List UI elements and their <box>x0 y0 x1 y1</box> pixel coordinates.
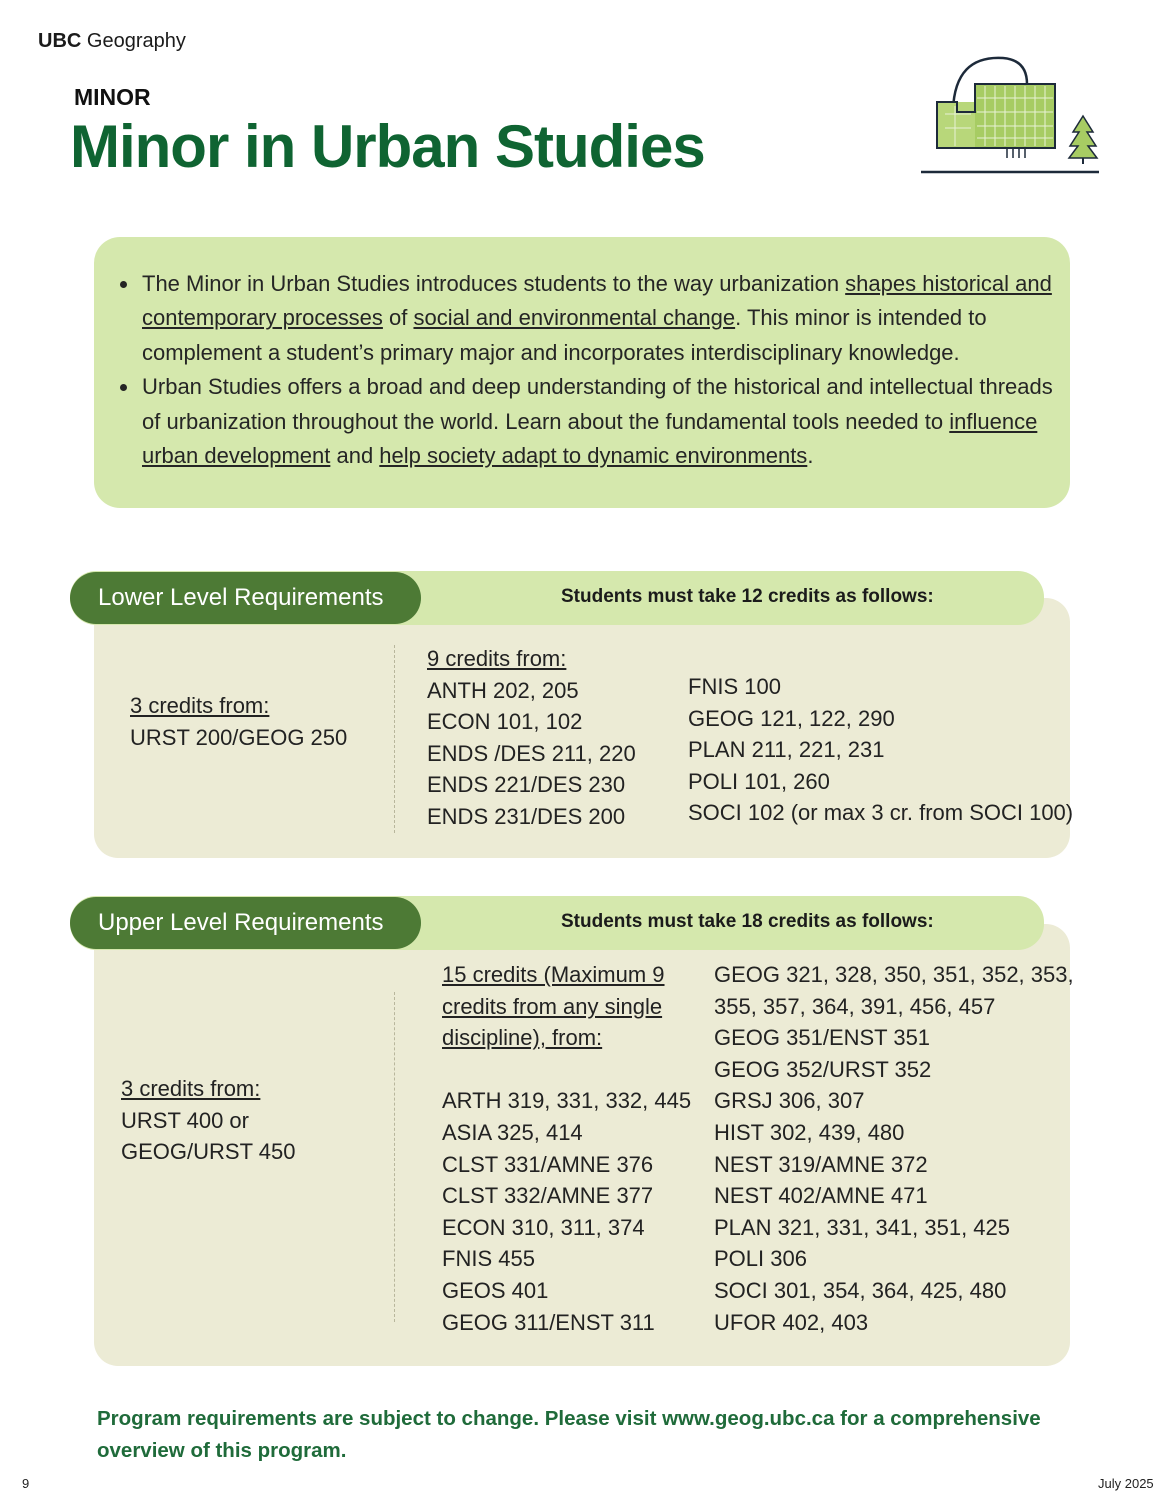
lower-requirements-label: Lower Level Requirements <box>70 572 421 624</box>
course-line: GEOG 351/ENST 351 <box>714 1025 931 1051</box>
upper-divider <box>394 992 395 1322</box>
spacer <box>442 1054 691 1086</box>
intro-bullet-list <box>118 267 1058 473</box>
course-line: FNIS 100 <box>688 674 781 699</box>
intro-box <box>94 237 1070 508</box>
course-line: GEOG 352/URST 352 <box>714 1056 932 1082</box>
page-date: July 2025 <box>1098 1476 1154 1491</box>
intro-bullet-2: Urban Studies offers a broad and deep understanding of the historical and intellectual threads of urbanization throughout the world. Learn about the fundamental tools needed to influence urban development and help society adapt to dynamic environments. <box>118 370 1058 473</box>
course-line: ANTH 202, 205 <box>427 677 579 703</box>
course-line: 355, 357, 364, 391, 456, 457 <box>714 993 996 1019</box>
upper-left-heading: 3 credits from: <box>121 1076 261 1101</box>
course-line: ENDS 231/DES 200 <box>427 803 626 829</box>
course-line: GEOS 401 <box>442 1277 549 1303</box>
course-line: ECON 310, 311, 374 <box>442 1214 645 1240</box>
course-line: UFOR 402, 403 <box>714 1309 869 1335</box>
course-line: URST 400 or <box>121 1107 249 1133</box>
lower-right-column <box>688 671 1073 829</box>
upper-right-column <box>714 959 1074 1338</box>
upper-requirements-label: Upper Level Requirements <box>70 897 421 949</box>
upper-requirements-note: Students must take 18 credits as follows: <box>561 911 934 932</box>
course-line: HIST 302, 439, 480 <box>714 1119 905 1145</box>
page-title: Minor in Urban Studies <box>70 113 705 180</box>
course-line: NEST 402/AMNE 471 <box>714 1183 928 1209</box>
course-line: POLI 306 <box>714 1246 807 1272</box>
course-line: GEOG/URST 450 <box>121 1139 296 1165</box>
upper-left-column <box>121 1073 295 1168</box>
course-line: POLI 101, 260 <box>688 768 830 794</box>
eyebrow-label: MINOR <box>74 84 151 110</box>
course-line: PLAN 211, 221, 231 <box>688 737 885 763</box>
course-line: ASIA 325, 414 <box>442 1119 583 1145</box>
course-line: ECON 101, 102 <box>427 709 583 735</box>
course-line: FNIS 455 <box>442 1246 535 1272</box>
upper-middle-heading-line: 15 credits (Maximum 9 <box>442 962 665 987</box>
course-line: PLAN 321, 331, 341, 351, 425 <box>714 1214 1011 1240</box>
course-line: ARTH 319, 331, 332, 445 <box>442 1088 692 1114</box>
lower-requirements-note: Students must take 12 credits as follows: <box>561 586 934 607</box>
course-line: CLST 331/AMNE 376 <box>442 1151 654 1177</box>
course-line: GRSJ 306, 307 <box>714 1088 865 1114</box>
upper-middle-column <box>442 959 691 1338</box>
program-disclaimer: Program requirements are subject to change. Please visit www.geog.ubc.ca for a comprehensive overview of this program. <box>97 1407 1041 1462</box>
course-line: ENDS /DES 211, 220 <box>427 740 636 766</box>
brand-ubc: UBC <box>38 30 82 52</box>
intro-bullet-1: The Minor in Urban Studies introduces students to the way urbanization shapes historical and contemporary processes of social and environmental change. This minor is intended to complement a student’s primary major and incorporates interdisciplinary knowledge. <box>118 267 1058 370</box>
course-line: SOCI 102 (or max 3 cr. from SOCI 100) <box>688 800 1074 826</box>
course-line: GEOG 121, 122, 290 <box>688 705 895 731</box>
city-building-and-tree-icon <box>915 50 1105 180</box>
course-line: GEOG 311/ENST 311 <box>442 1309 655 1335</box>
course-line: SOCI 301, 354, 364, 425, 480 <box>714 1277 1007 1303</box>
page-number: 9 <box>22 1476 30 1491</box>
lower-left-heading: 3 credits from: <box>130 693 270 718</box>
upper-middle-heading-line: discipline), from: <box>442 1025 603 1051</box>
lower-middle-heading: 9 credits from: <box>427 646 567 671</box>
course-line: GEOG 321, 328, 350, 351, 352, 353, <box>714 962 1074 987</box>
upper-middle-heading-line: credits from any single <box>442 993 663 1019</box>
lower-left-column <box>130 690 347 753</box>
brand-logo <box>38 30 186 53</box>
lower-middle-column <box>427 643 636 833</box>
course-line: URST 200/GEOG 250 <box>130 724 348 750</box>
lower-divider <box>394 645 395 833</box>
brand-geography: Geography <box>86 30 186 52</box>
course-line: CLST 332/AMNE 377 <box>442 1183 654 1209</box>
course-line: NEST 319/AMNE 372 <box>714 1151 928 1177</box>
course-line: ENDS 221/DES 230 <box>427 772 626 798</box>
